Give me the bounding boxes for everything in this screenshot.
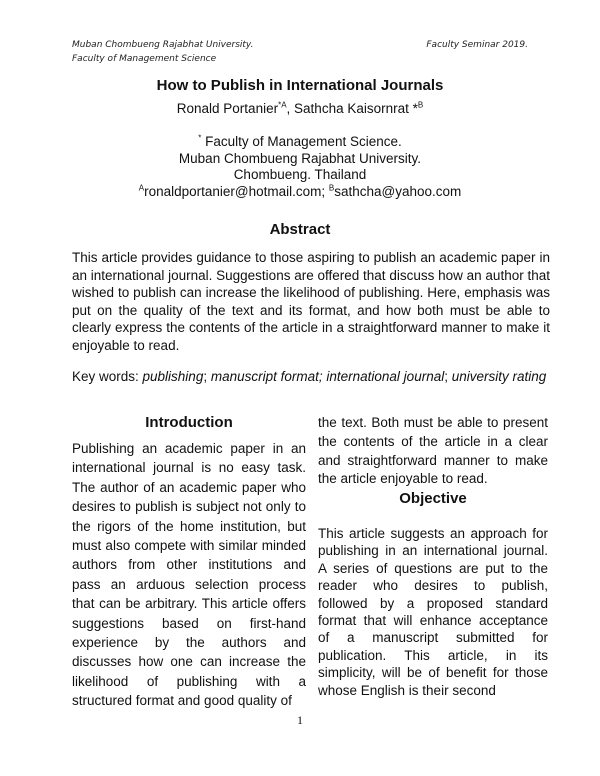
- affiliation-faculty: * Faculty of Management Science.: [198, 133, 402, 149]
- abstract-body: This article provides guidance to those aspiring to publish an academic paper in an international journal. Suggestions are offered that discuss how an author that wished to publish can increase the likelihood of publishing. Here, emphasis was put on the quality of the text and its format, and how both must be able to clearly express the contents of the article in a straightforward manner to make it enjoyable to read.: [72, 250, 550, 353]
- affiliation-location: Chombueng. Thailand: [233, 167, 367, 182]
- objective-body: This article suggests an approach for publishing in an international journal. A series of questions are put to the reader who desires to publish, followed by a proposed standard format that will enhance acceptance of a manuscript submitted for publication. This article, in its simplicity, will be of benefit for those whose English is their second: [318, 526, 548, 698]
- keyword-3: university rating: [451, 369, 547, 384]
- running-header-left: [72, 38, 253, 66]
- keywords-line: Key words: publishing; manuscript format; international journal; university rating: [72, 369, 547, 384]
- keyword-1: publishing: [142, 369, 204, 384]
- email-b: sathcha@yahoo.com: [334, 183, 462, 199]
- keyword-2: manuscript format; international journal: [210, 369, 445, 384]
- author-2-mark: B: [417, 100, 424, 110]
- affiliation-star: *: [198, 133, 202, 143]
- author-line: [0, 101, 600, 116]
- author-1: Ronald Portanier: [176, 101, 279, 116]
- email-a-mark: A: [138, 183, 145, 192]
- page-number: 1: [297, 713, 303, 727]
- email-b-mark: B: [328, 183, 335, 192]
- author-2: Sathcha Kaisornrat *: [294, 101, 418, 116]
- author-1-mark: *A: [278, 100, 287, 110]
- author-separator: ,: [286, 101, 295, 116]
- paper-title: How to Publish in International Journals: [156, 77, 444, 94]
- affiliation-emails: [0, 184, 600, 201]
- introduction-body: Publishing an academic paper in an international journal is no easy task. The author of an academic paper who desires to publish is subject not only to the rigors of the home institution, but must also compete with similar minded authors from other institutions and pass an arduous selection process that can be arbitrary. This article offers suggestions based on first-hand experience by the authors and discusses how one can increase the likelihood of publishing with a structured format and good quality of: [72, 441, 306, 709]
- introduction-heading: Introduction: [145, 414, 233, 431]
- running-header-right: Faculty Seminar 2019.: [426, 40, 528, 50]
- email-a: ronaldportanier@hotmail.com;: [144, 183, 329, 199]
- abstract-heading: Abstract: [269, 221, 331, 238]
- affiliation-block: [0, 134, 600, 200]
- header-university: Muban Chombueng Rajabhat University.: [72, 40, 254, 50]
- keywords-label: Key words:: [72, 369, 143, 384]
- introduction-continued: the text. Both must be able to present the contents of the article in a clear and straightforward manner to make the article enjoyable to read.: [318, 415, 548, 487]
- objective-heading: Objective: [399, 490, 467, 507]
- header-faculty: Faculty of Management Science: [72, 54, 217, 64]
- affiliation-university: Muban Chombueng Rajabhat University.: [178, 150, 422, 166]
